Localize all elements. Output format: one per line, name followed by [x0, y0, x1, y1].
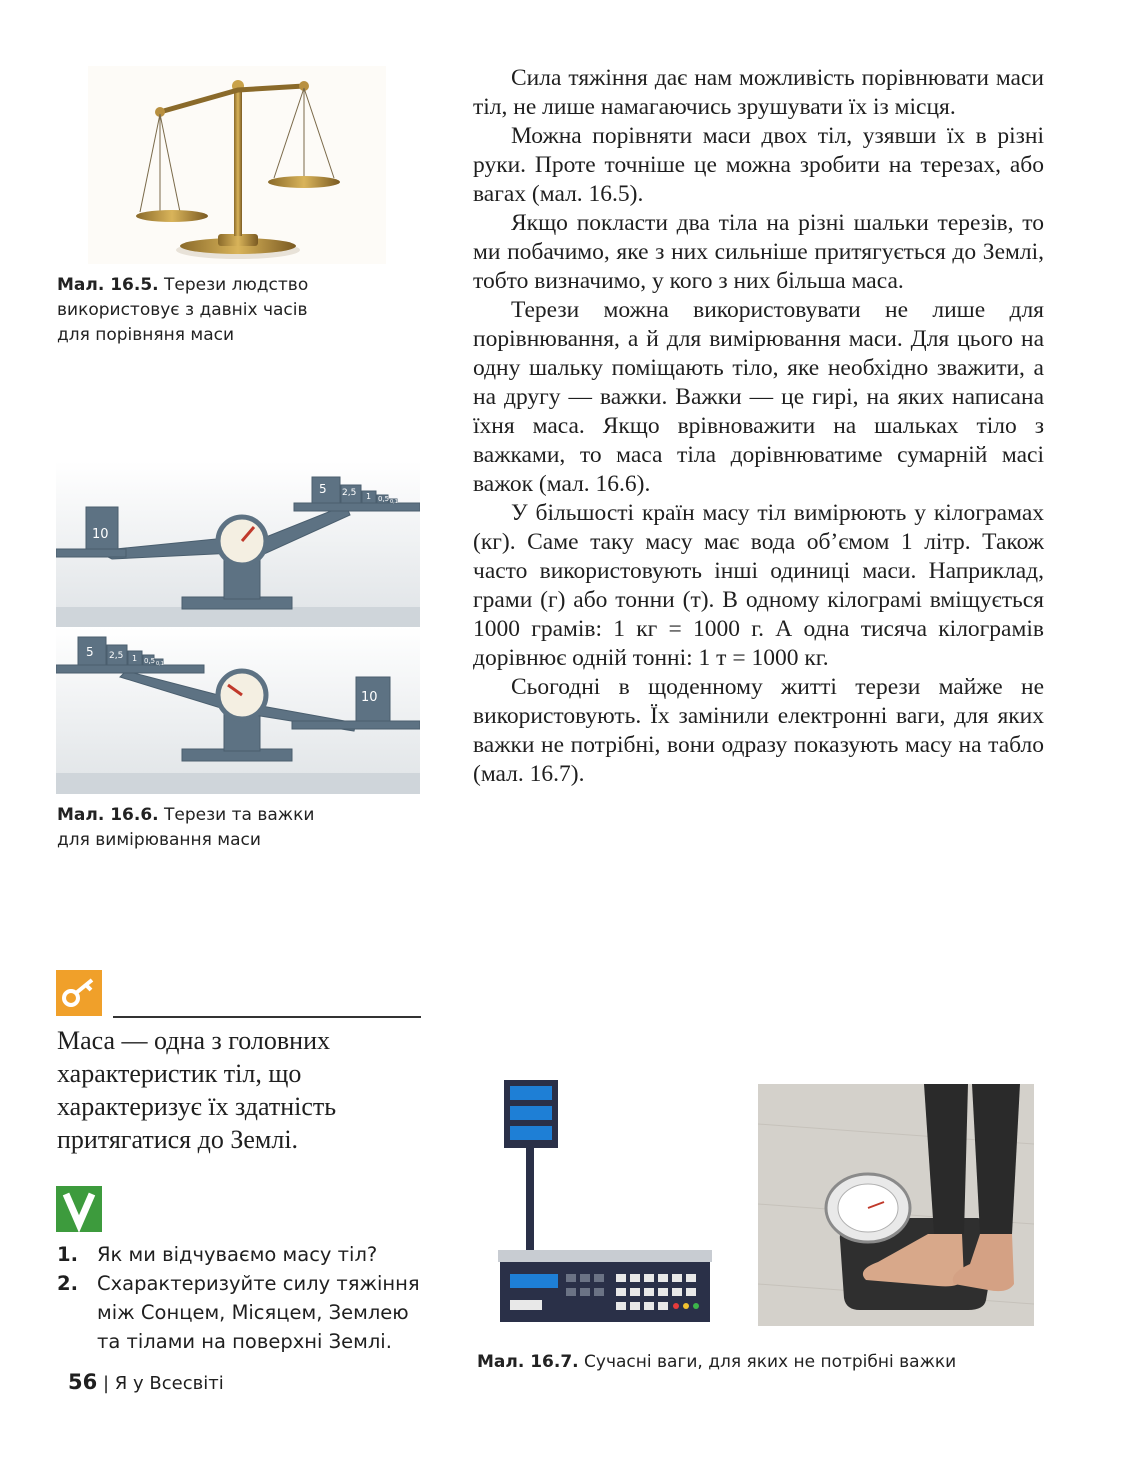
main-text	[473, 64, 1044, 789]
footer-separator: |	[102, 1373, 110, 1394]
bathroom-scale-drawing	[758, 1084, 1034, 1326]
page-number: 56	[68, 1370, 98, 1394]
figure-16-5-label: Мал. 16.5.	[57, 275, 159, 295]
paragraph: У більшості країн масу тіл вимірюють у кілограмах (кг). Саме таку масу має вода об’ємом 1 літр. Також часто використовують інші одиниці маси. Наприклад, грами (г) або тонни (т). В одному кілограмі вміщується 1000 грамів: 1 кг = 1000 г. А одна тисяча кілограмів дорівнює одній тонні: 1 т = 1000 кг.	[473, 500, 1044, 671]
question-item	[57, 1269, 437, 1356]
bottom-weight-label: 0,5	[144, 657, 156, 665]
paragraph: Терези можна використовувати не лише для порівнювання, а й для вимірювання маси. Для цього на одну шальку поміщають тіло, яке необхідно зважити, а на другу — важки. Важки — це гирі, на яких написана їхня маса. Якщо врівноважити на шальках тіло з важками, то маса тіла дорівнюватиме сумарній масі важок (мал. 16.6).	[473, 297, 1044, 497]
bottom-weight-label: 1	[132, 654, 138, 663]
balance-scale-photo	[88, 66, 386, 264]
caption-line: Терези та важки	[164, 805, 315, 825]
top-weight-label: 0,1	[390, 499, 398, 505]
checkmark-icon	[56, 1186, 102, 1232]
book-title: Я у Всесвіті	[114, 1373, 224, 1394]
electronic-scale-drawing	[496, 1078, 716, 1324]
top-weight-label: 5	[319, 482, 327, 496]
weights-scales-illustration	[56, 461, 420, 794]
question-text: Схарактеризуйте силу тяжіння між Сонцем, Місяцем, Землею та тілами на поверхні Землі.	[97, 1272, 420, 1353]
question-number: 2.	[57, 1272, 78, 1295]
scales-drawing	[56, 461, 420, 794]
bottom-weight-label: 5	[86, 645, 94, 659]
bathroom-scale-photo	[758, 1084, 1034, 1326]
question-number: 1.	[57, 1243, 78, 1266]
mass-definition: Маса — одна з головних характеристик тіл, що характеризує їх здатність притягатися до Землі.	[57, 1026, 337, 1154]
caption-line: для вимірювання маси	[57, 830, 261, 850]
caption-line: для порівняня маси	[57, 325, 235, 345]
key-icon	[56, 970, 102, 1016]
figure-16-6-caption	[57, 803, 357, 853]
paragraph: Сила тяжіння дає нам можливість порівнювати маси тіл, не лише намагаючись зрушувати їх із місця.	[473, 65, 1044, 120]
bottom-body-weight-label: 10	[361, 690, 378, 705]
paragraph: Можна порівняти маси двох тіл, узявши їх в різні руки. Проте точніше це можна зробити на терезах, або вагах (мал. 16.5).	[473, 123, 1044, 207]
question-item	[57, 1240, 437, 1269]
figure-16-6-label: Мал. 16.6.	[57, 805, 159, 825]
figure-16-5-caption	[57, 273, 357, 348]
top-body-weight-label: 10	[92, 527, 109, 542]
electronic-scale-illustration	[496, 1078, 716, 1324]
top-weight-label: 1	[366, 492, 372, 501]
paragraph: Сьогодні в щоденному житті терези майже не використовують. Їх замінили електронні ваги, для яких важки не потрібні, вони одразу показують масу на табло (мал. 16.7).	[473, 674, 1044, 787]
page-footer	[68, 1370, 224, 1394]
question-text: Як ми відчуваємо масу тіл?	[97, 1243, 378, 1266]
top-weight-label: 0,5	[378, 495, 390, 503]
top-weight-label: 2,5	[342, 488, 357, 498]
figure-16-7-label: Мал. 16.7.	[477, 1352, 579, 1372]
bottom-weight-label: 0,1	[156, 661, 164, 667]
caption-text: Сучасні ваги, для яких не потрібні важки	[584, 1352, 957, 1372]
paragraph: Якщо покласти два тіла на різні шальки терезів, то ми побачимо, яке з них сильніше притягується до Землі, тобто визначимо, у кого з них більша маса.	[473, 210, 1044, 294]
figure-16-7-caption	[477, 1350, 1017, 1375]
caption-line: використовує з давніх часів	[57, 300, 308, 320]
caption-line: Терези людство	[164, 275, 309, 295]
balance-scale-illustration	[88, 66, 386, 264]
key-icon-box	[56, 970, 102, 1016]
check-icon-box	[56, 1186, 102, 1232]
review-questions	[57, 1240, 437, 1356]
divider-line	[113, 1016, 421, 1018]
bottom-weight-label: 2,5	[109, 651, 124, 661]
